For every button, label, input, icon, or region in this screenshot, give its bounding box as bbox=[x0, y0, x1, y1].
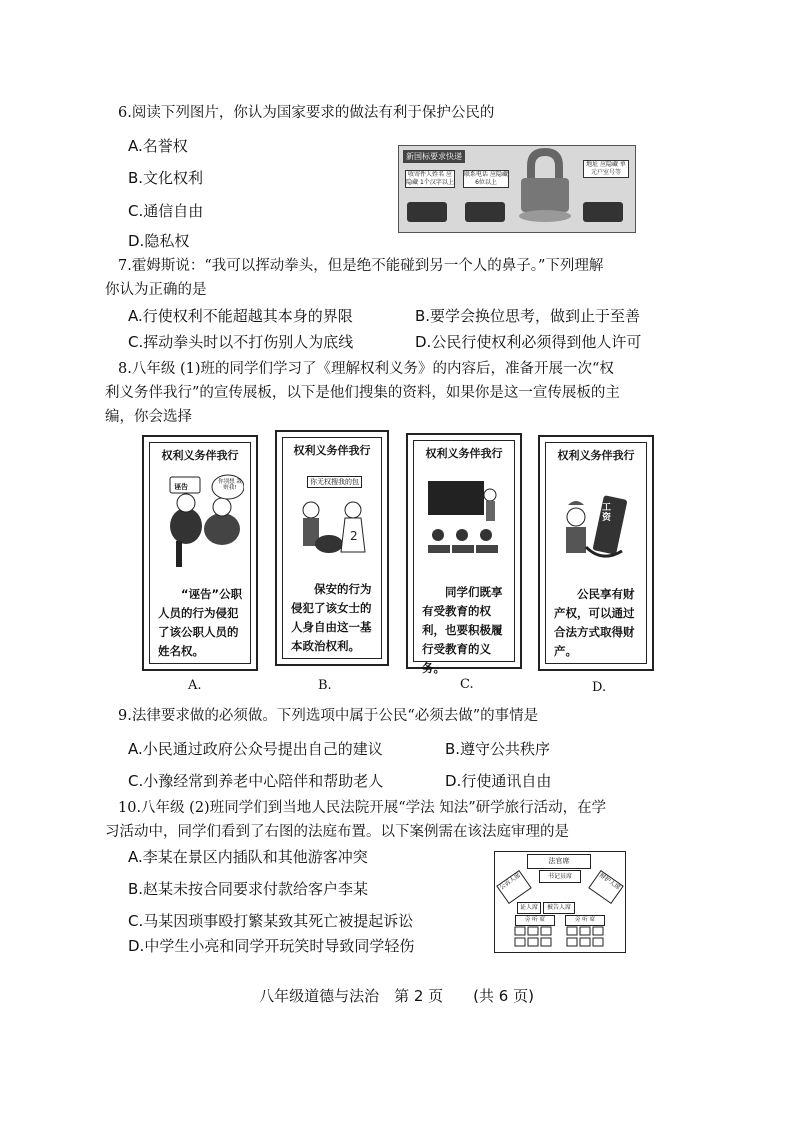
q8-panel-c-caption: 同学们既享有受教育的权利，也要积极履行受教育的义务。 bbox=[422, 585, 503, 675]
q6-image-header: 新国标要求快递 bbox=[403, 150, 465, 163]
q7-option-c: C.挥动拳头时以不打伤别人为底线 bbox=[128, 333, 354, 351]
q8-stem-line2: 利义务伴我行”的宣传展板，以下是他们搜集的资料，如果你是这一宣传展板的主 bbox=[105, 385, 620, 401]
courtroom-gallery-right: 旁 听 席 bbox=[565, 915, 605, 926]
q10-stem-line2: 习活动中，同学们看到了右图的法庭布置。以下案例需在该法庭审理的是 bbox=[105, 824, 569, 840]
q8-panel-c bbox=[406, 433, 522, 675]
q9-option-b: B.遵守公共秩序 bbox=[445, 740, 551, 758]
q6-option-d: D.隐私权 bbox=[128, 232, 190, 250]
q8-panel-d bbox=[538, 435, 654, 671]
courtroom-prosecutor-seat: 公诉人席 bbox=[496, 870, 532, 904]
courtroom-clerk-seat: 书记员席 bbox=[539, 870, 581, 883]
q6-option-b: B.文化权利 bbox=[128, 169, 204, 187]
courtroom-gallery-seats bbox=[513, 926, 609, 948]
q10-option-a: A.李某在景区内插队和其他游客冲突 bbox=[128, 848, 368, 866]
svg-text:2: 2 bbox=[350, 529, 358, 543]
q6-image bbox=[398, 145, 636, 233]
q6-image-box2: 联系电话 应隐藏 6位以上 bbox=[464, 171, 508, 186]
q6-image-box3: 地址 应隐藏 单元户室号等 bbox=[583, 160, 629, 178]
courtroom-gallery-left: 旁 听 席 bbox=[515, 915, 555, 926]
q8-panel-d-caption: 公民享有财产权，可以通过合法方式取得财产。 bbox=[554, 587, 635, 658]
q8-panel-d-title: 权利义务伴我行 bbox=[557, 449, 635, 462]
q8-panel-b bbox=[275, 430, 389, 666]
q8-panel-a-art2: 你别想 栽赃我! bbox=[218, 479, 242, 491]
q8-panel-a bbox=[142, 435, 258, 671]
q9-option-c: C.小豫经常到养老中心陪伴和帮助老人 bbox=[128, 772, 384, 790]
q7-stem-line2: 你认为正确的是 bbox=[105, 282, 207, 298]
q6-image-box1: 收寄件人姓名 应隐藏 1个汉字以上 bbox=[406, 171, 454, 186]
q8-panel-c-title: 权利义务伴我行 bbox=[425, 447, 503, 460]
courtroom-witness-seat: 证人席 bbox=[517, 902, 541, 914]
q7-option-b: B.要学会换位思考，做到止于至善 bbox=[415, 307, 641, 325]
q9-option-d: D.行使通讯自由 bbox=[445, 772, 552, 790]
q7-option-a: A.行使权利不能超越其本身的界限 bbox=[128, 307, 353, 325]
q8-panel-b-title: 权利义务伴我行 bbox=[293, 444, 371, 457]
q8-panel-d-label: D. bbox=[592, 680, 607, 695]
q6-option-c: C.通信自由 bbox=[128, 202, 204, 220]
q10-option-b: B.赵某未按合同要求付款给客户李某 bbox=[128, 880, 369, 898]
q8-panel-a-title: 权利义务伴我行 bbox=[161, 449, 239, 462]
q9-stem: 9.法律要求做的必须做。下列选项中属于公民“必须去做”的事情是 bbox=[118, 708, 539, 724]
q8-panel-b-art1: 你无权搜我的包 bbox=[307, 476, 362, 488]
q9-option-a: A.小民通过政府公众号提出自己的建议 bbox=[128, 740, 383, 758]
q8-panel-a-caption: “诬告”公职人员的行为侵犯了该公职人员的姓名权。 bbox=[158, 587, 243, 658]
page-footer: 八年级道德与法治 第 2 页 (共 6 页) bbox=[259, 987, 534, 1005]
courtroom-judge-seat: 法官席 bbox=[527, 854, 591, 869]
q10-stem-line1: 10.八年级 (2)班同学们到当地人民法院开展“学法 知法”研学旅行活动，在学 bbox=[118, 800, 607, 816]
q8-panel-c-label: C. bbox=[460, 677, 474, 692]
q8-panel-b-caption: 保安的行为侵犯了该女士的人身自由这一基本政治权利。 bbox=[291, 582, 372, 653]
q8-panel-a-art1: 诬告 bbox=[174, 483, 188, 491]
q7-option-d: D.公民行使权利必须得到他人许可 bbox=[415, 333, 642, 351]
q8-panel-d-art1: 工资 bbox=[602, 503, 612, 523]
q8-stem-line1: 8.八年级 (1)班的同学们学习了《理解权利义务》的内容后，准备开展一次“权 bbox=[118, 361, 614, 377]
q6-stem: 6.阅读下列图片，你认为国家要求的做法有利于保护公民的 bbox=[118, 105, 495, 121]
q8-panel-a-art3: 公职人员 bbox=[164, 535, 171, 563]
courtroom-diagram bbox=[494, 851, 626, 953]
q8-panel-b-label: B. bbox=[318, 678, 332, 693]
q7-stem-line1: 7.霍姆斯说：“我可以挥动拳头，但是绝不能碰到另一个人的鼻子。”下列理解 bbox=[118, 258, 604, 274]
q8-panel-d-cartoon bbox=[552, 477, 640, 577]
courtroom-defense-seat: 辩护人席 bbox=[588, 870, 624, 904]
q10-option-c: C.马某因琐事殴打繁某致其死亡被提起诉讼 bbox=[128, 912, 414, 930]
q8-panel-a-label: A. bbox=[188, 678, 202, 693]
q8-stem-line3: 编，你会选择 bbox=[105, 409, 192, 425]
q8-panel-c-cartoon bbox=[422, 475, 506, 575]
courtroom-defendant-seat: 被告人席 bbox=[543, 902, 575, 914]
q6-option-a: A.名誉权 bbox=[128, 137, 188, 155]
q10-option-d: D.中学生小亮和同学开玩笑时导致同学轻伤 bbox=[128, 937, 415, 955]
